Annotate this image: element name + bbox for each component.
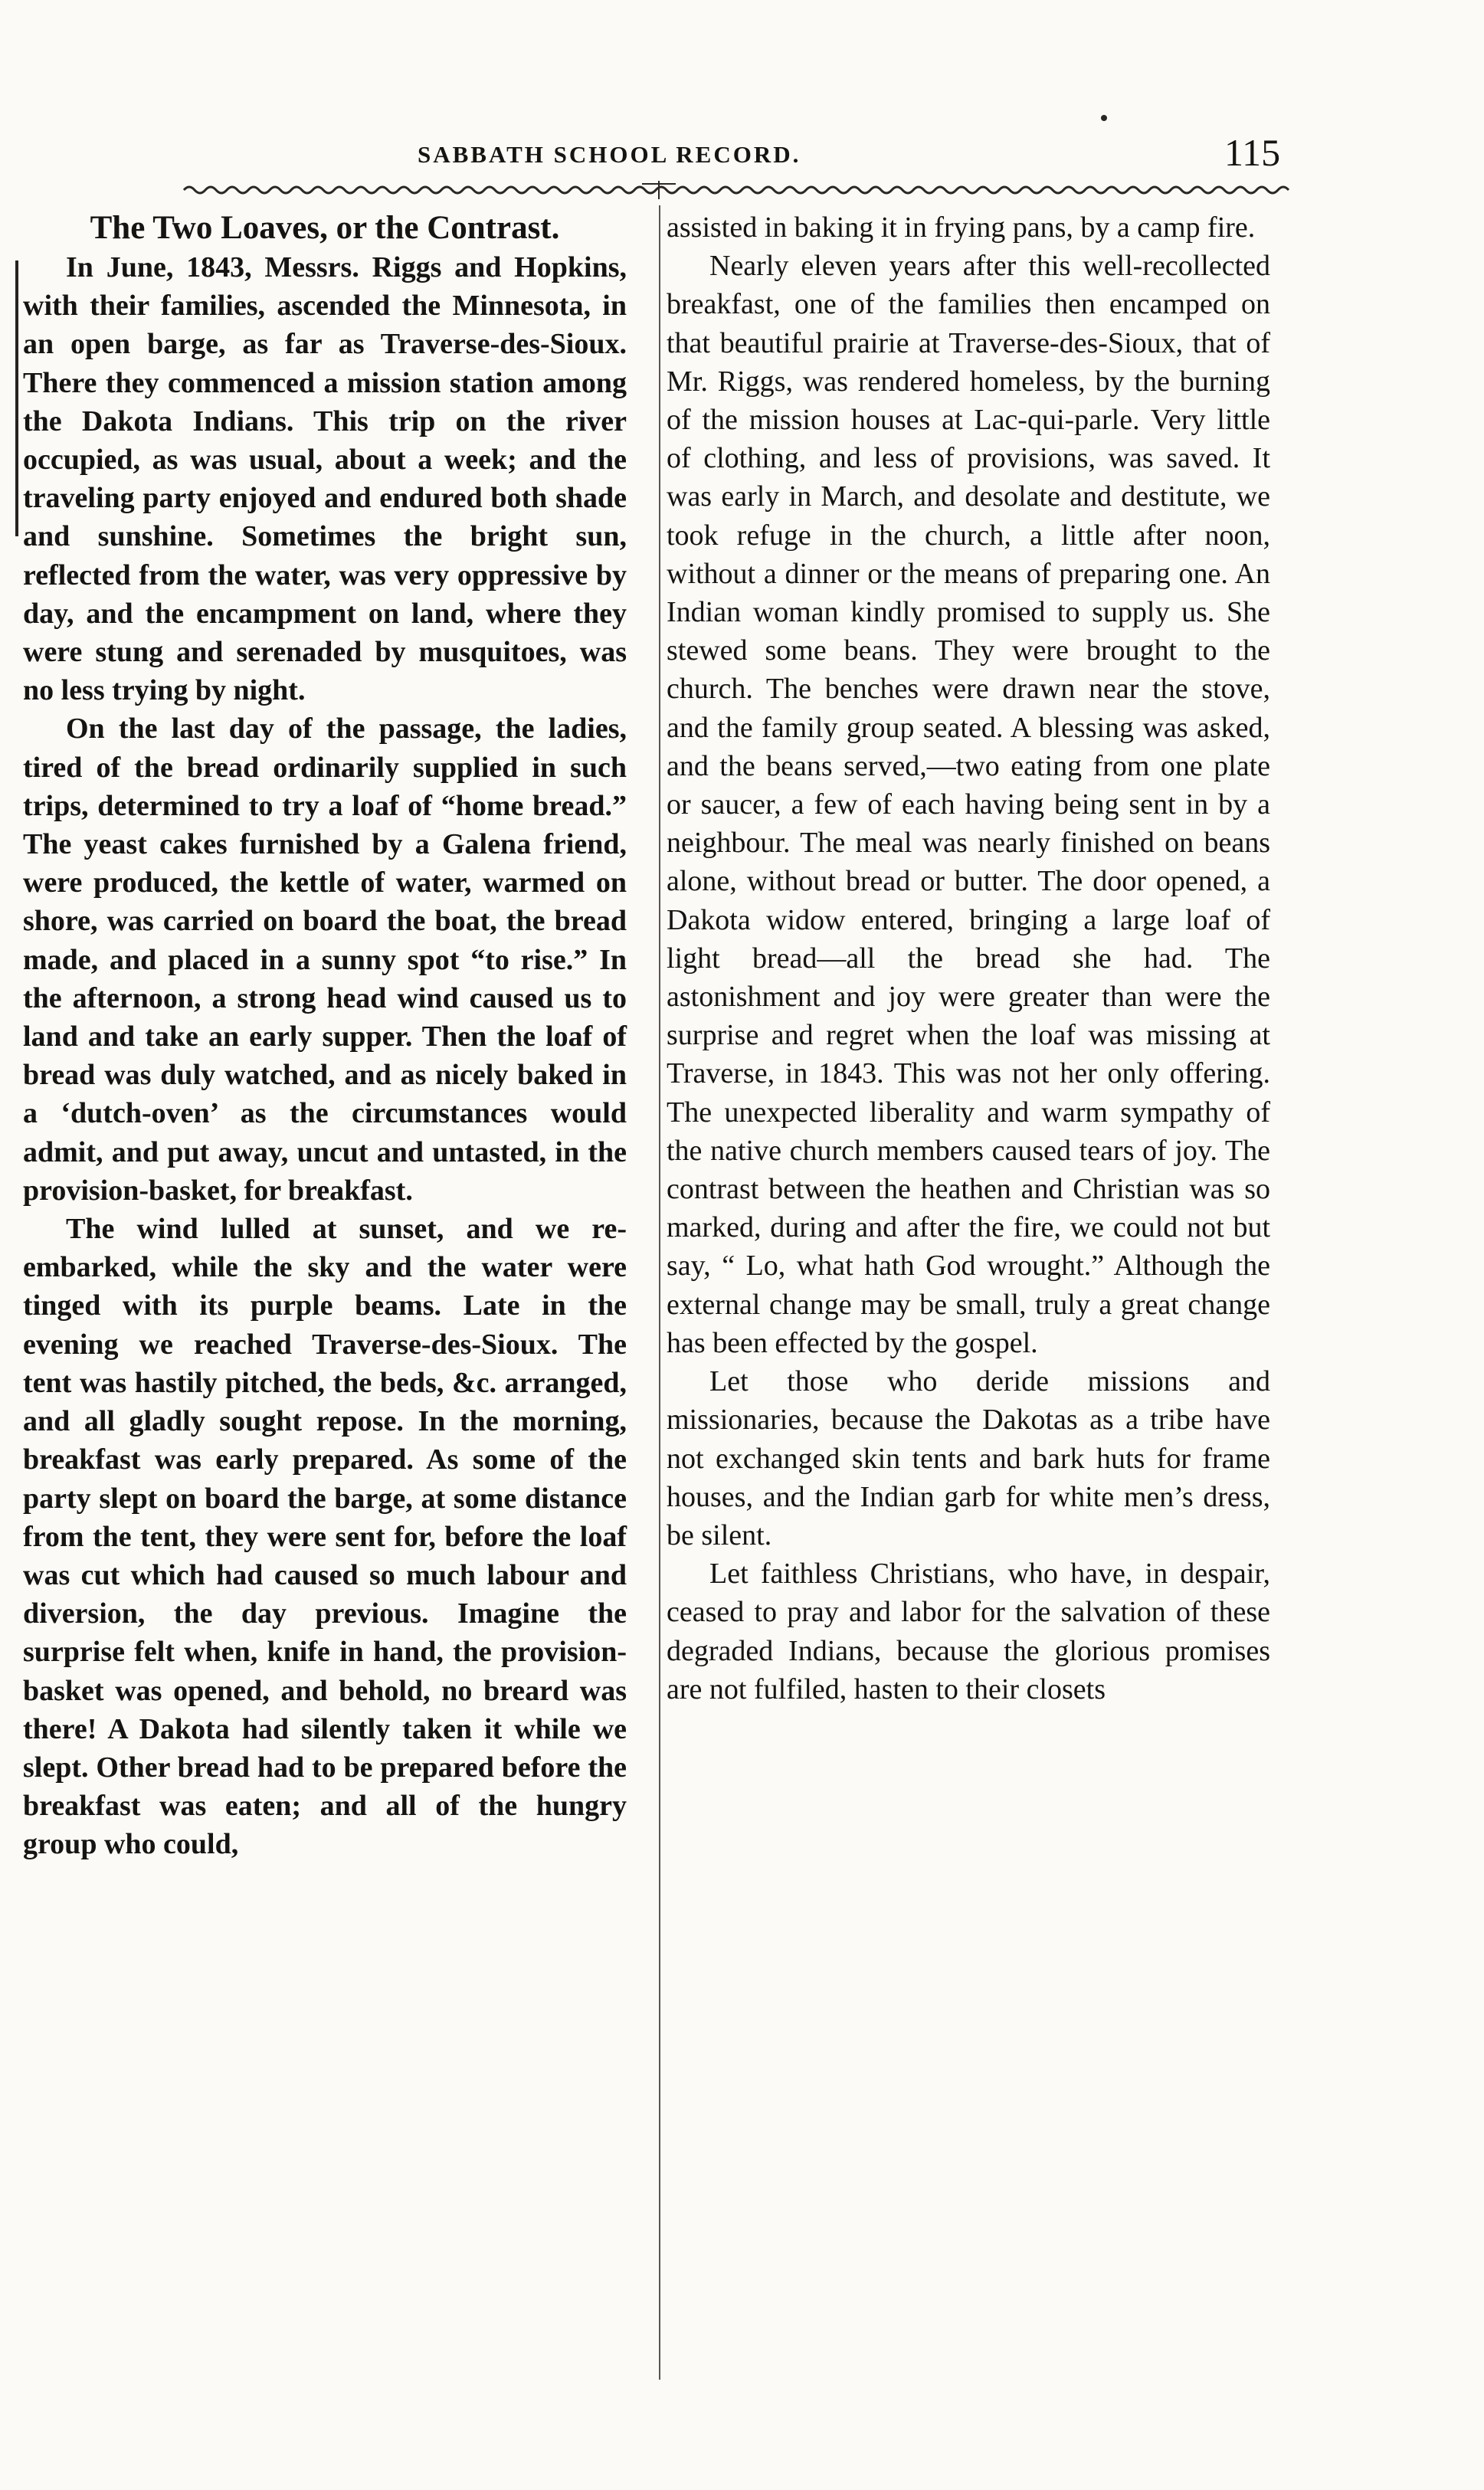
article-paragraph: In June, 1843, Messrs. Riggs and Hopkins, with their families, ascended the Minnesota, in an open barge, as far as Traverse-des-Sioux. There they commenced a mission station among the Dakota Indians. This trip on the river occupied, as was usual, about a week; and the traveling party enjoyed and endured both shade and sunshine. Sometimes the bright sun, reflected from the water, was very oppressive by day, and the encampment on land, where they were stung and serenaded by musquitoes, was no less trying by night. bbox=[23, 251, 627, 707]
header-flourish-rule bbox=[0, 181, 1484, 199]
article-paragraph: Let those who deride missions and missionaries, because the Dakotas as a tribe have not exchanged skin tents and bark huts for frame houses, and the Indian garb for white men’s dress, be silent. bbox=[667, 1365, 1270, 1551]
article-paragraph: On the last day of the passage, the ladies, tired of the bread ordinarily supplied in such trips, determined to try a loaf of “home bread.” The yeast cakes furnished by a Galena friend, were produced, the kettle of water, warmed on shore, was carried on board the boat, the bread made, and placed in a sunny spot “to rise.” In the afternoon, a strong head wind caused us to land and take an early supper. Then the loaf of bread was duly watched, and as nicely baked in a ‘dutch-oven’ as the circumstances would admit, and put away, uncut and untasted, in the provision-basket, for breakfast. bbox=[23, 713, 627, 1207]
page-number: 115 bbox=[1224, 131, 1281, 174]
article-paragraph: assisted in baking it in frying pans, by a camp fire. bbox=[667, 211, 1256, 244]
article-title: The Two Loaves, or the Contrast. bbox=[90, 210, 560, 246]
column-divider bbox=[659, 205, 660, 2380]
left-column bbox=[23, 208, 627, 1864]
right-column bbox=[667, 208, 1270, 1709]
article-paragraph: Nearly eleven years after this well-recollected breakfast, one of the families then encamped on that beautiful prairie at Traverse-des-Sioux, that of Mr. Riggs, was rendered homeless, by the burning of the mission houses at Lac-qui-parle. Very little of clothing, and less of provisions, was saved. It was early in March, and desolate and destitute, we took refuge in the church, a little after noon, without a dinner or the means of preparing one. An Indian woman kindly promised to supply us. She stewed some beans. They were brought to the church. The benches were drawn near the stove, and the family group seated. A blessing was asked, and the beans served,—two eating from one plate or saucer, a few of each having being sent in by a neighbour. The meal was nearly finished on beans alone, without bread or butter. The door opened, a Dakota widow entered, bringing a large loaf of light bread—all the bread she had. The astonishment and joy were greater than were the surprise and regret when the loaf was missing at Traverse, in 1843. This was not her only offering. The unexpected liberality and warm sympathy of the native church members caused tears of joy. The contrast between the heathen and Christian was so marked, during and after the fire, we could not but say, “ Lo, what hath God wrought.” Although the external change may be small, truly a great change has been effected by the gospel. bbox=[667, 250, 1270, 1359]
running-head: SABBATH SCHOOL RECORD. bbox=[418, 141, 801, 168]
ornament-dot bbox=[1101, 115, 1107, 121]
margin-mark bbox=[15, 260, 18, 536]
article-paragraph: Let faithless Christians, who have, in despair, ceased to pray and labor for the salvation of these degraded Indians, because the glorious promises are not fulfiled, hasten to their closets bbox=[667, 1558, 1270, 1705]
article-paragraph: The wind lulled at sunset, and we re-embarked, while the sky and the water were tinged with its purple beams. Late in the evening we reached Traverse-des-Sioux. The tent was hastily pitched, the beds, &c. arranged, and all gladly sought repose. In the morning, breakfast was early prepared. As some of the party slept on board the barge, at some distance from the tent, they were sent for, before the loaf was cut which had caused so much labour and diversion, the day previous. Imagine the surprise felt when, knife in hand, the provision-basket was opened, and behold, no breard was there! A Dakota had silently taken it while we slept. Other bread had to be prepared before the breakfast was eaten; and all of the hungry group who could, bbox=[23, 1213, 627, 1861]
